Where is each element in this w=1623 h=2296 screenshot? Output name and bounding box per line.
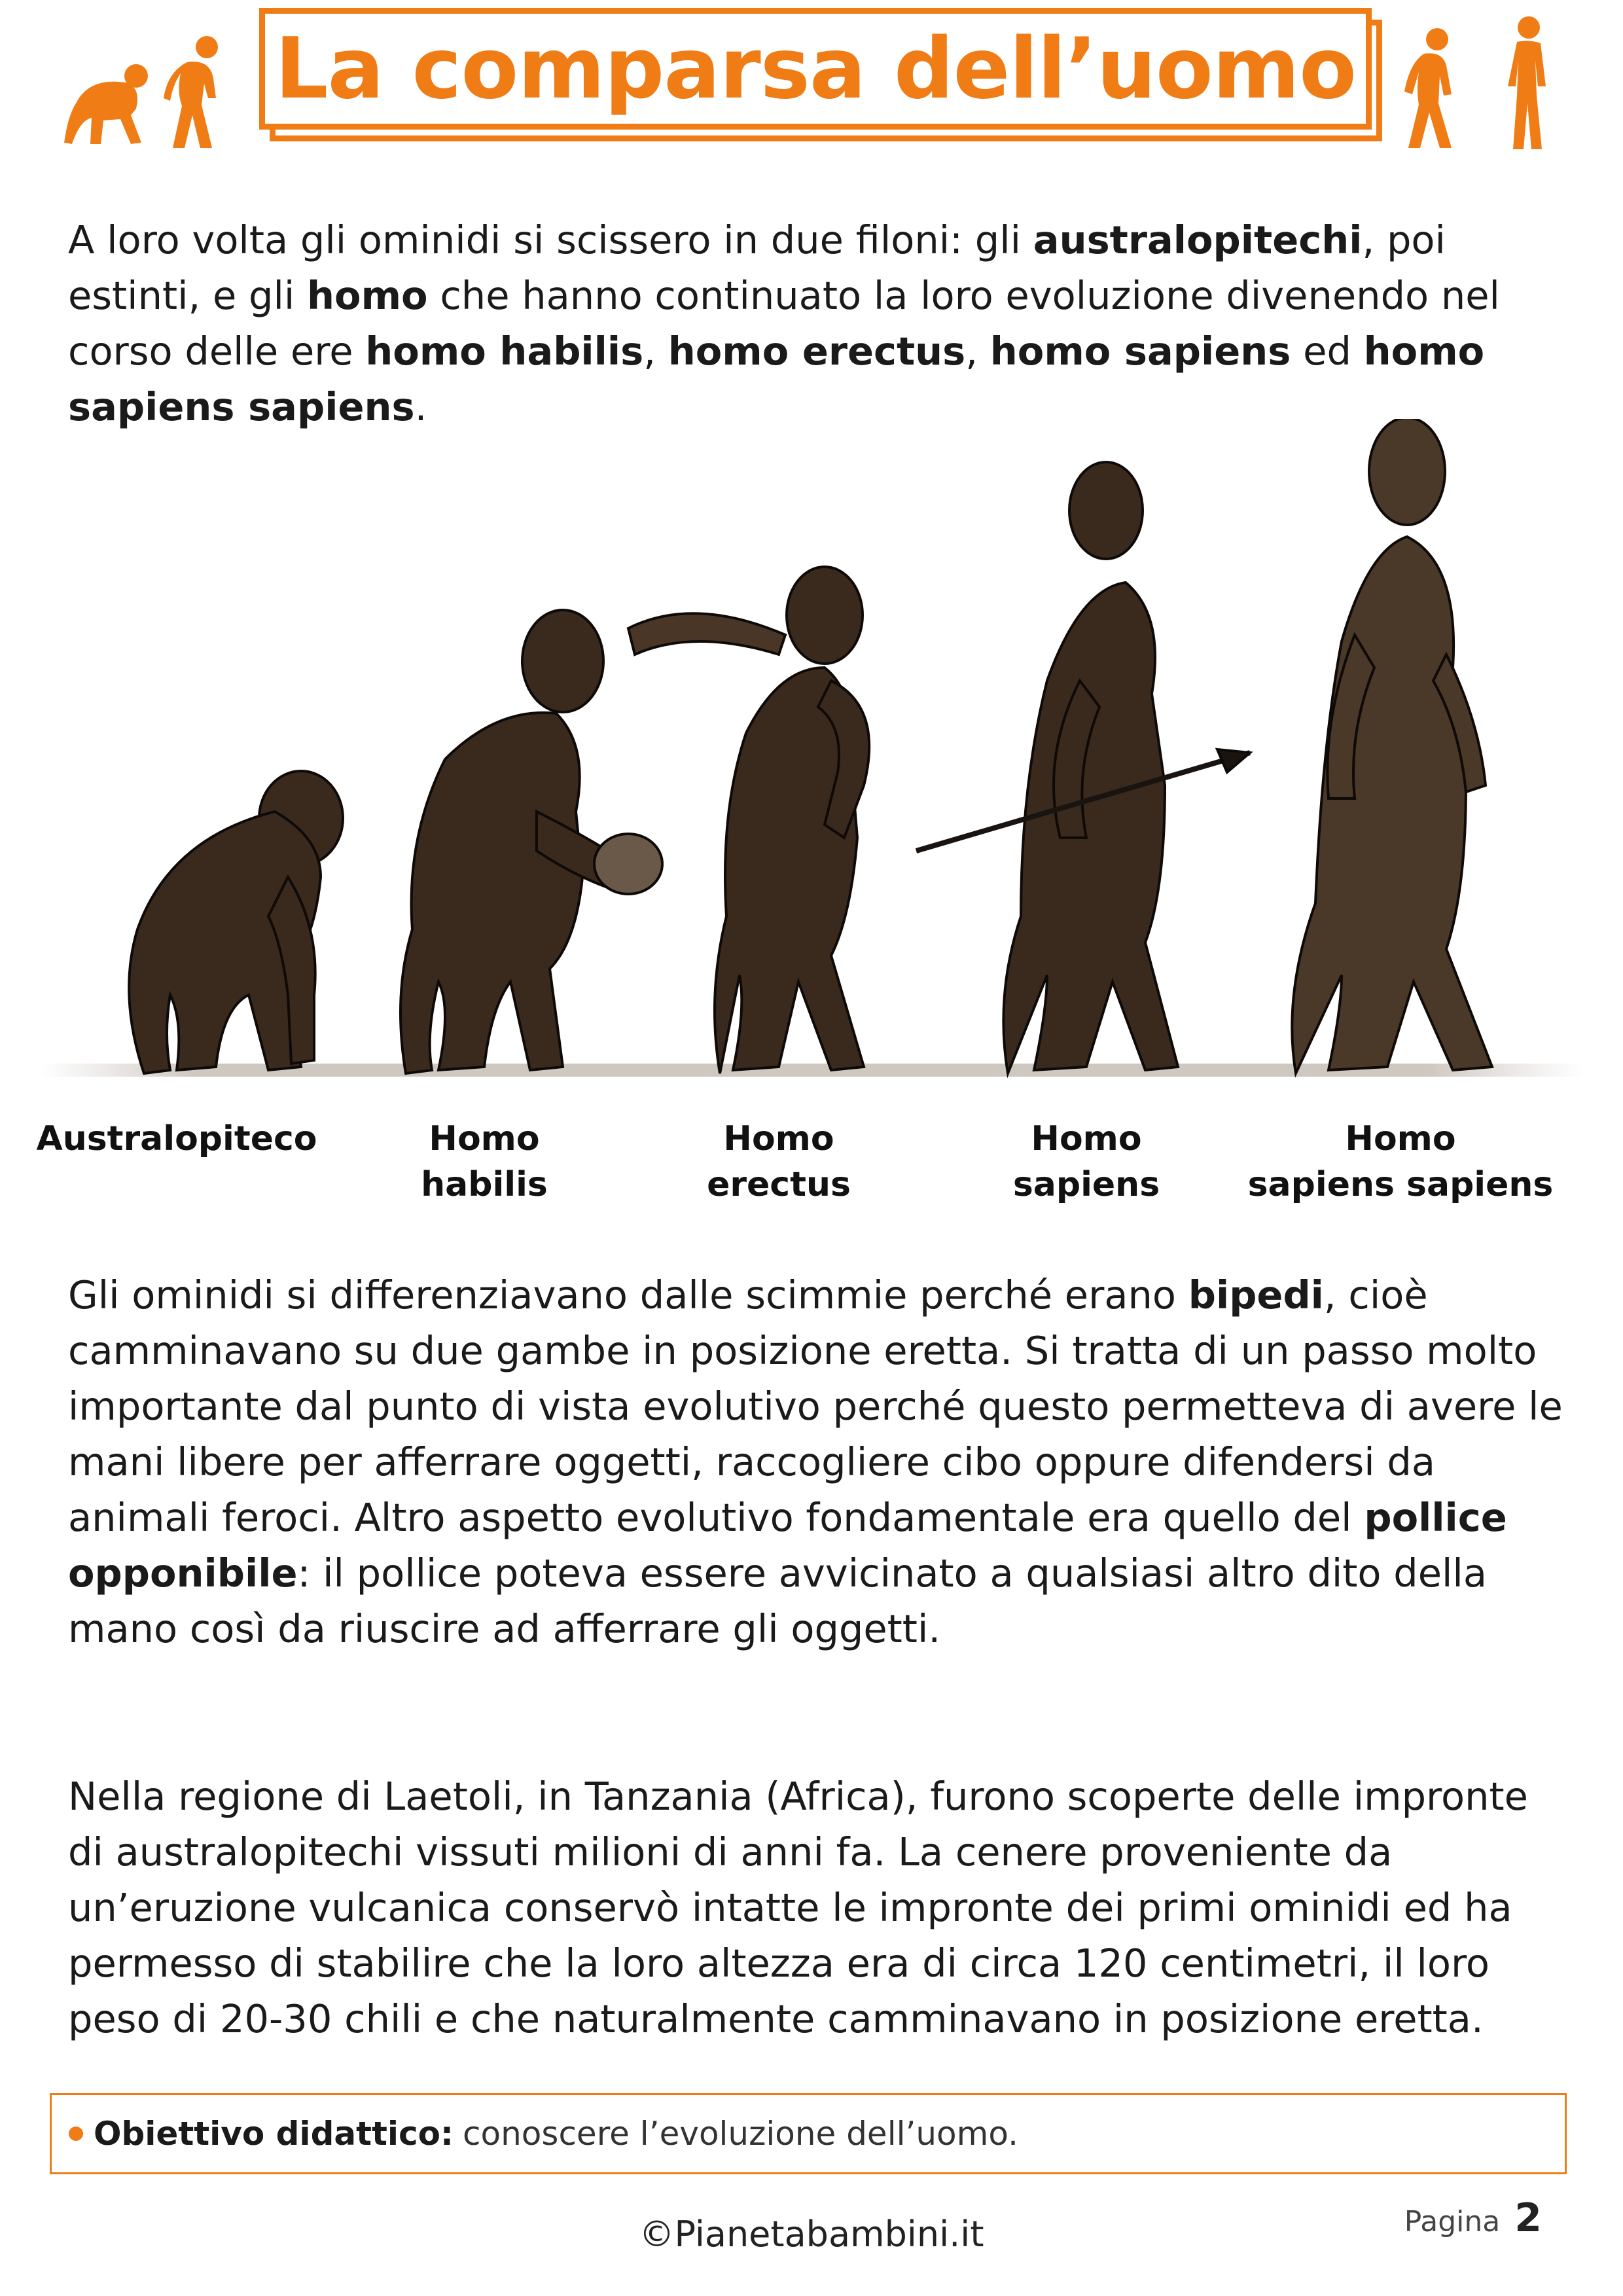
stage-label-homo-sapiens: Homo sapiens <box>1012 1119 1160 1204</box>
bold-term: australopitechi <box>1033 217 1363 262</box>
footer-brand: ©Pianetabambini.it <box>639 2214 984 2255</box>
spear-tip <box>1217 749 1250 772</box>
bold-term: homo sapiens <box>990 329 1291 374</box>
modern-human-icon <box>1499 14 1558 152</box>
laetoli-paragraph: Nella regione di Laetoli, in Tanzania (Africa), furono scoperte delle impronte di australopitechi vissuti milioni di anni fa. La cenere proveniente da un’eruzione vulcanica conservò intatte le impronte dei primi ominidi ed ha permesso di stabilire che la loro altezza era di circa 120 centimetri, il loro peso di 20-30 chili e che naturalmente camminavano in posizione eretta. <box>68 1774 1528 2041</box>
homo-sapiens-icon <box>1399 26 1465 151</box>
ape-icon <box>63 58 161 149</box>
bold-term: homo habilis <box>365 329 644 374</box>
homo-habilis-figure <box>401 610 662 1073</box>
stage-label-homo-sapiens-sapiens: Homo sapiens sapiens <box>1247 1119 1554 1204</box>
stone-tool <box>594 834 662 894</box>
text: , poi estinti, e gli <box>68 217 1446 318</box>
objective-label: Obiettivo didattico: <box>94 2115 454 2153</box>
page-title: La comparsa dell’uomo <box>274 20 1357 118</box>
page-label: Pagina <box>1404 2205 1501 2238</box>
page-number <box>1404 2195 1542 2241</box>
bullet-icon <box>69 2126 83 2141</box>
bold-term: homo erectus <box>668 329 966 374</box>
text: : il pollice poteva essere avvicinato a qualsiasi altro dito della mano così da riuscire ad afferrare gli oggetti. <box>68 1551 1487 1651</box>
club-weapon <box>628 613 785 655</box>
evolution-illustration <box>39 419 1584 1106</box>
bold-term: homo sapiens sapiens <box>68 329 1485 429</box>
early-hominid-icon <box>161 33 233 151</box>
objective-text: conoscere l’evoluzione dell’uomo. <box>463 2115 1018 2153</box>
bold-term: bipedi <box>1188 1272 1324 1318</box>
text: A loro volta gli ominidi si scissero in due filoni: gli <box>68 217 1033 262</box>
homo-sapiens-sapiens-figure <box>1292 419 1492 1073</box>
intro-paragraph <box>68 212 1573 435</box>
title-frame <box>259 8 1372 130</box>
text: Gli ominidi si differenziavano dalle scimmie perché erano <box>68 1272 1188 1318</box>
bipedalism-paragraph <box>68 1267 1573 1657</box>
text: ed <box>1291 329 1364 374</box>
text: , <box>965 329 990 374</box>
stage-label-homo-habilis: Homo habilis <box>421 1119 548 1204</box>
objective-box <box>50 2093 1567 2174</box>
page-number-value: 2 <box>1514 2195 1542 2241</box>
text: , <box>643 329 668 374</box>
bold-term: homo <box>307 273 428 318</box>
stage-label-homo-erectus: Homo erectus <box>707 1119 851 1204</box>
text: , cioè camminavano su due gambe in posizione eretta. Si tratta di un passo molto importante dal punto di vista evolutivo perché questo permetteva di avere le mani libere per afferrare oggetti, raccogliere cibo oppure difendersi da animali feroci. Altro aspetto evolutivo fondamentale era quello del <box>68 1272 1563 1540</box>
homo-sapiens-figure <box>916 462 1250 1073</box>
text: che hanno continuato la loro evoluzione divenendo nel corso delle ere <box>68 273 1500 374</box>
stage-label-australopiteco: Australopiteco <box>36 1119 317 1158</box>
text: . <box>414 384 427 429</box>
australopithecus-figure <box>129 771 343 1073</box>
bold-term: pollice opponibile <box>68 1495 1507 1596</box>
homo-erectus-figure <box>628 567 869 1073</box>
